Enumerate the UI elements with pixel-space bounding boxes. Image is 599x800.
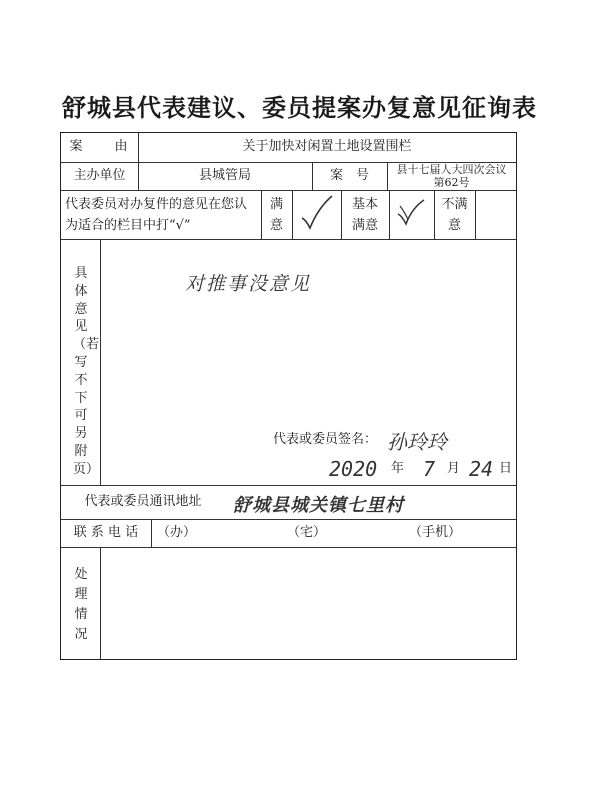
case-value: 关于加快对闲置土地设置围栏 (242, 139, 412, 155)
signature-label: 代表或委员签名： (273, 431, 378, 447)
address-label: 代表或委员通讯地址 (84, 493, 202, 509)
signature-date (329, 457, 519, 479)
not-satisfied-check-cell[interactable] (475, 190, 516, 239)
instruction-text: 代表委员对办复件的意见在您认为适合的栏目中打“√” (65, 196, 248, 233)
date-year-unit: 年 (391, 460, 405, 476)
host-unit-label: 主办单位 (73, 167, 126, 183)
date-month-unit: 月 (447, 460, 461, 476)
date-month: 7 (423, 457, 436, 481)
case-number-line2: 第62号 (433, 176, 470, 189)
opinion-handwritten: 对推事没意见 (185, 273, 312, 295)
case-number-value (387, 162, 516, 190)
phone-office[interactable]: （办） (157, 524, 197, 540)
check-mark-icon (296, 194, 336, 234)
document-title: 舒城县代表建议、委员提案办复意见征询表 (62, 93, 537, 122)
case-label: 案 由 (69, 139, 130, 155)
case-number-line1: 县十七届人大四次会议 (396, 163, 507, 176)
contact-phone-label: 联 系 电 话 (73, 524, 139, 540)
date-day-unit: 日 (499, 460, 513, 476)
phone-mobile[interactable]: （手机） (409, 524, 462, 540)
satisfied-label: 满意 (269, 196, 283, 233)
host-unit-value: 县城管局 (198, 167, 251, 183)
processing-label: 处理情况 (74, 567, 88, 642)
basic-satisfied-label: 基本满意 (351, 196, 378, 233)
address-value: 舒城县城关镇七里村 (233, 495, 404, 516)
date-year: 2020 (329, 457, 378, 481)
basic-satisfied-check-cell[interactable] (389, 190, 434, 239)
not-satisfied-label: 不满意 (441, 196, 468, 233)
phone-home[interactable]: （宅） (287, 524, 327, 540)
case-number-label: 案 号 (329, 167, 369, 183)
check-mark-icon (394, 196, 430, 232)
opinion-label: 具体意见（若写不下可另附页） (73, 266, 100, 477)
date-day: 24 (469, 457, 494, 481)
signature-value: 孙玲玲 (387, 430, 447, 454)
satisfied-check-cell[interactable] (292, 190, 341, 239)
opinion-form (60, 132, 517, 660)
